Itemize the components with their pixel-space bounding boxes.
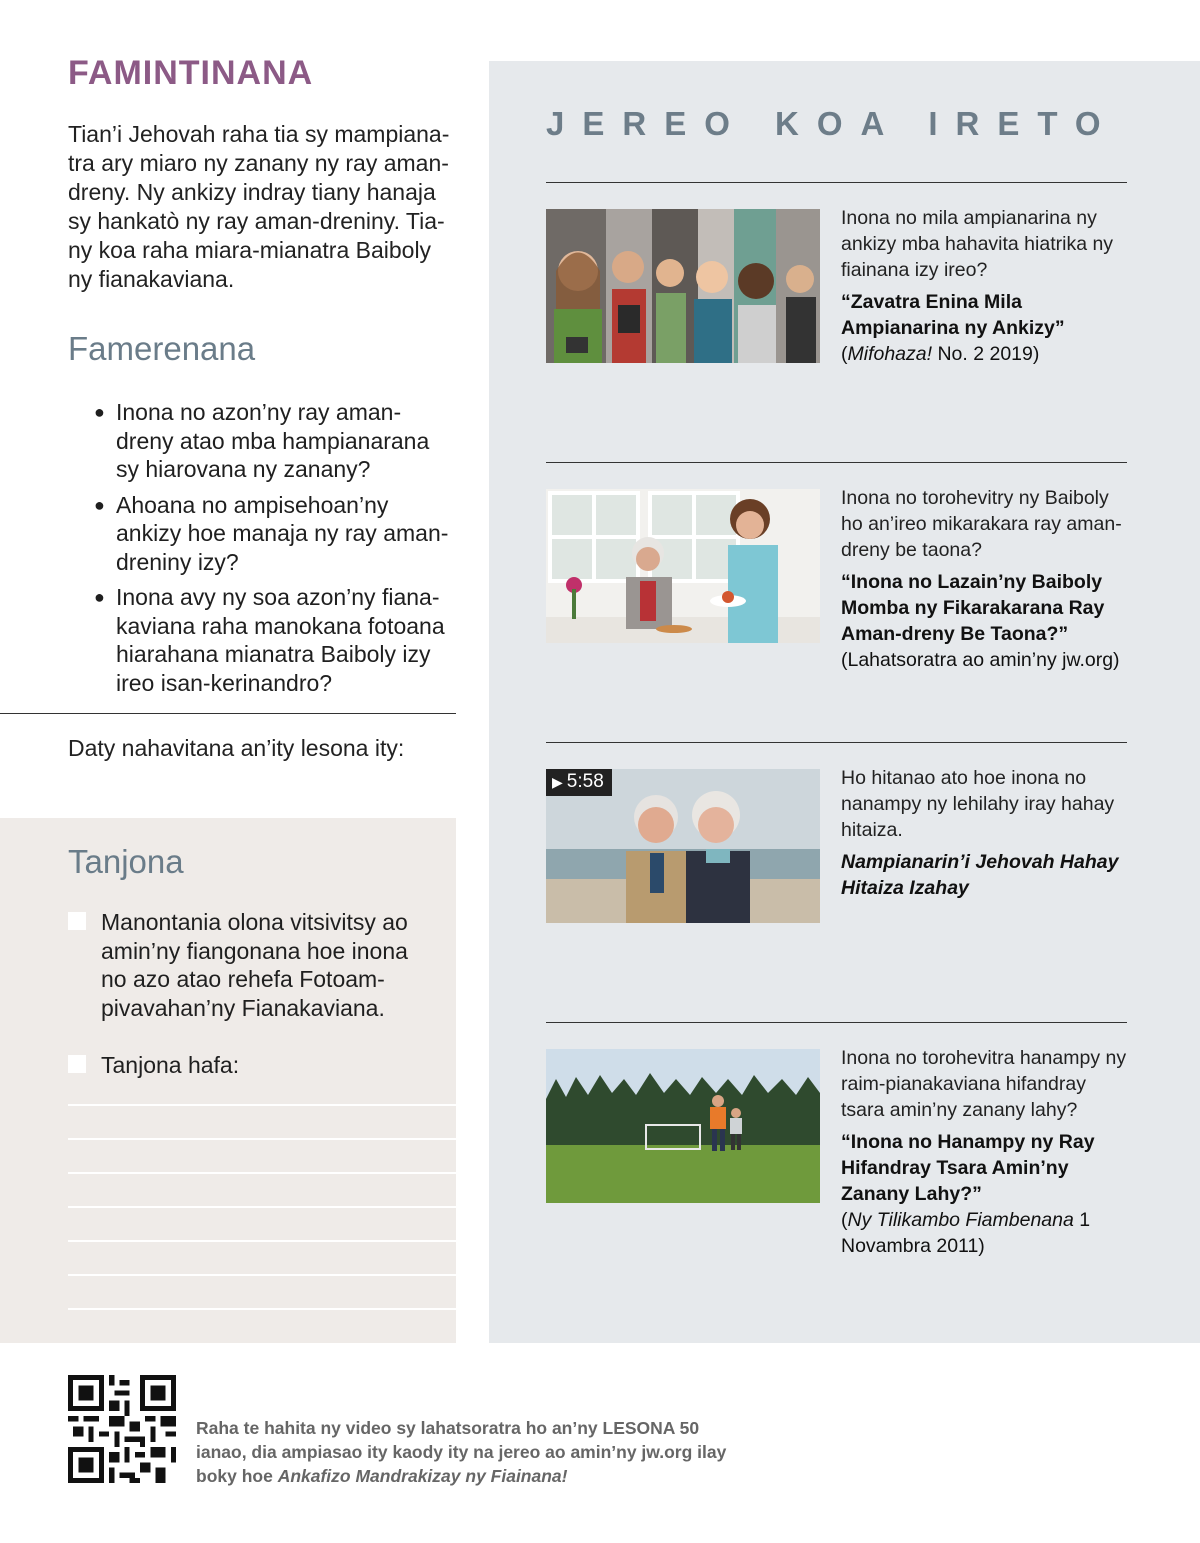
see-also-item <box>841 1045 1131 1259</box>
checkbox-icon[interactable] <box>68 1055 86 1073</box>
bullet-icon: ● <box>94 402 105 422</box>
review-item: ● Inona avy ny soa azon’ny fiana-kaviana raha manokana fotoana hiarahana mianatra Baiboly izy ireo isan-kerinandro? <box>94 584 445 696</box>
review-list <box>88 398 458 704</box>
review-item: ● Inona no azon’ny ray aman-dreny atao mba hampianarana sy hiarovana ny zanany? <box>94 399 430 482</box>
write-line[interactable] <box>68 1274 456 1276</box>
goal-panel <box>0 818 456 1343</box>
see-also-item <box>841 205 1131 367</box>
item-question: Inona no torohevitry ny Baiboly ho an’ireo mikarakara ray aman-dreny be taona? <box>841 487 1122 561</box>
item-link-title[interactable]: “Inona no Lazain’ny Baiboly Momba ny Fikarakarana Ray Aman-dreny Be Taona?” <box>841 571 1105 645</box>
caregiver-photo <box>546 489 820 643</box>
item-question: Inona no torohevitra hanampy ny raim-pianakaviana hifandray tsara amin’ny zanany lahy? <box>841 1047 1127 1121</box>
children-photo <box>546 209 820 363</box>
item-link-title[interactable]: “Zavatra Enina Mila Ampianarina ny Ankizy” <box>841 291 1065 339</box>
item-link-title[interactable]: Nampianarin’i Jehovah Hahay Hitaiza Izahay <box>841 851 1119 899</box>
item-link-title[interactable]: “Inona no Hanampy ny Ray Hifandray Tsara Amin’ny Zanany Lahy?” <box>841 1131 1095 1205</box>
see-also-item <box>841 485 1131 673</box>
write-line[interactable] <box>68 1206 456 1208</box>
divider <box>546 742 1127 743</box>
play-icon[interactable]: ▶ <box>552 774 563 790</box>
item-question: Inona no mila ampianarina ny ankizy mba hahavita hiatrika ny fiainana izy ireo? <box>841 207 1114 281</box>
see-also-title: JEREO KOA IRETO <box>546 105 1119 142</box>
divider <box>546 462 1127 463</box>
video-thumbnail[interactable] <box>546 769 820 923</box>
item-source: (Ny Tilikambo Fiambenana 1 Novambra 2011) <box>841 1209 1091 1257</box>
review-title: Famerenana <box>68 330 256 367</box>
summary-title: FAMINTINANA <box>68 54 314 92</box>
write-line[interactable] <box>68 1104 456 1106</box>
goal-item[interactable]: Tanjona hafa: <box>68 1051 438 1080</box>
goal-title: Tanjona <box>68 843 184 880</box>
soccer-thumbnail[interactable] <box>546 1049 820 1203</box>
divider <box>546 182 1127 183</box>
write-line[interactable] <box>68 1240 456 1242</box>
qr-code-icon[interactable] <box>68 1375 176 1483</box>
checkbox-icon[interactable] <box>68 912 86 930</box>
item-source: (Mifohaza! No. 2 2019) <box>841 343 1040 365</box>
footer-note: Raha te hahita ny video sy lahatsoratra ho an’ny LESONA 50 ianao, dia ampiasao ity kaody ity na jereo ao amin’ny jw.org ilay boky hoe Ankafizo Mandrakizay ny Fiainana! <box>196 1418 727 1486</box>
write-line[interactable] <box>68 1172 456 1174</box>
video-duration-badge: ▶ 5:58 <box>546 769 612 796</box>
write-line[interactable] <box>68 1138 456 1140</box>
children-thumbnail[interactable] <box>546 209 820 363</box>
review-item: ● Ahoana no ampisehoan’ny ankizy hoe manaja ny ray aman-dreniny izy? <box>94 491 449 575</box>
item-question: Ho hitanao ato hoe inona no nanampy ny lehilahy iray hahay hitaiza. <box>841 767 1115 841</box>
bullet-icon: ● <box>94 587 105 607</box>
goal-item[interactable]: Manontania olona vitsivitsy ao amin’ny fiangonana hoe inona no azo atao rehefa Fotoam-pivavahan’ny Fianakaviana. <box>68 908 438 1022</box>
father-son-field-photo <box>546 1049 820 1203</box>
divider <box>0 713 456 714</box>
write-line[interactable] <box>68 1308 456 1310</box>
summary-text: Tian’i Jehovah raha tia sy mampiana-tra ary miaro ny zanany ny ray aman-dreny. Ny ankizy indray tiany hanaja sy hankatò ny ray aman-dreniny. Tia-ny koa raha miara-mianatra Baiboly ny fianakaviana. <box>68 121 450 292</box>
bullet-icon: ● <box>94 494 105 515</box>
item-source: (Lahatsoratra ao amin’ny jw.org) <box>841 649 1120 671</box>
see-also-item <box>841 765 1131 901</box>
recall-date-label: Daty nahavitana an’ity lesona ity: <box>68 735 405 761</box>
caregiver-thumbnail[interactable] <box>546 489 820 643</box>
divider <box>546 1022 1127 1023</box>
